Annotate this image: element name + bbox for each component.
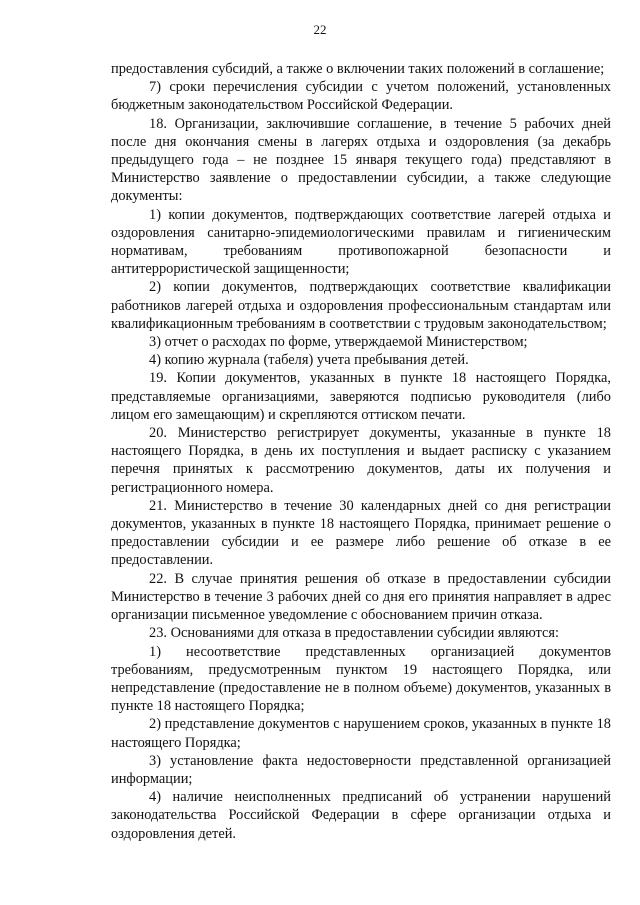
paragraph-clause-18-item-2: 2) копии документов, подтверждающих соответствие квалификации работников лагерей отдыха и оздоровления профессиональным стандартам или квалификационным требованиям в соответствии с трудовым законодательством; [111, 279, 611, 332]
paragraph-clause-18: 18. Организации, заключившие соглашение, в течение 5 рабочих дней после дня окончания смены в лагерях отдыха и оздоровления (за декабрь предыдущего года – не позднее 15 января текущего года) представляют в Министерство заявление о предоставлении субсидии, а также следующие документы: [111, 115, 611, 205]
paragraph-clause-19: 19. Копии документов, указанных в пункте 18 настоящего Порядка, представляемые организациями, заверяются подписью руководителя (либо лицом его замещающим) и скрепляются оттиском печати. [111, 370, 611, 423]
paragraph-clause-18-item-4: 4) копию журнала (табеля) учета пребывания детей. [149, 352, 469, 369]
page-number: 22 [313, 22, 327, 37]
paragraph-clause-21: 21. Министерство в течение 30 календарных дней со дня регистрации документов, указанных в пункте 18 настоящего Порядка, принимает решение о предоставлении субсидии и ее размере либо решение об отказе в ее предоставлении. [111, 497, 611, 569]
paragraph-clause-23-item-4: 4) наличие неисполненных предписаний об устранении нарушений законодательства Российской Федерации в сфере организации отдыха и оздоровления детей. [111, 789, 611, 842]
paragraph-clause-18-item-3: 3) отчет о расходах по форме, утверждаемой Министерством; [149, 334, 528, 351]
paragraph-clause-22: 22. В случае принятия решения об отказе в предоставлении субсидии Министерство в течение 3 рабочих дней со дня его принятия направляет в адрес организации письменное уведомление с обоснованием причин отказа. [111, 570, 611, 624]
paragraph-clause-23: 23. Основаниями для отказа в предоставлении субсидии являются: [149, 625, 559, 642]
paragraph-clause-23-item-2: 2) представление документов с нарушением сроков, указанных в пункте 18 настоящего Порядка; [111, 716, 611, 751]
paragraph-continuation: предоставления субсидий, а также о включении таких положений в соглашение; [111, 61, 605, 77]
document-body [111, 60, 611, 843]
paragraph-clause-23-item-1: 1) несоответствие представленных организацией документов требованиям, предусмотренным пунктом 19 настоящего Порядка, или непредставление (предоставление не в полном объеме) документов, указанных в пункте 18 настоящего Порядка; [111, 643, 611, 715]
paragraph-clause-20: 20. Министерство регистрирует документы, указанные в пункте 18 настоящего Порядка, в день их поступления и выдает расписку с указанием перечня принятых к рассмотрению документов, даты их получения и регистрационного номера. [111, 425, 611, 496]
paragraph-item-7: 7) сроки перечисления субсидии с учетом положений, установленных бюджетным законодательством Российской Федерации. [111, 79, 611, 114]
paragraph-clause-18-item-1: 1) копии документов, подтверждающих соответствие лагерей отдыха и оздоровления санитарно-эпидемиологическими правилам и гигиеническим нормативам, требованиям противопожарной безопасности и антитеррористической защищенности; [111, 206, 611, 278]
paragraph-clause-23-item-3: 3) установление факта недостоверности представленной организацией информации; [111, 752, 611, 787]
